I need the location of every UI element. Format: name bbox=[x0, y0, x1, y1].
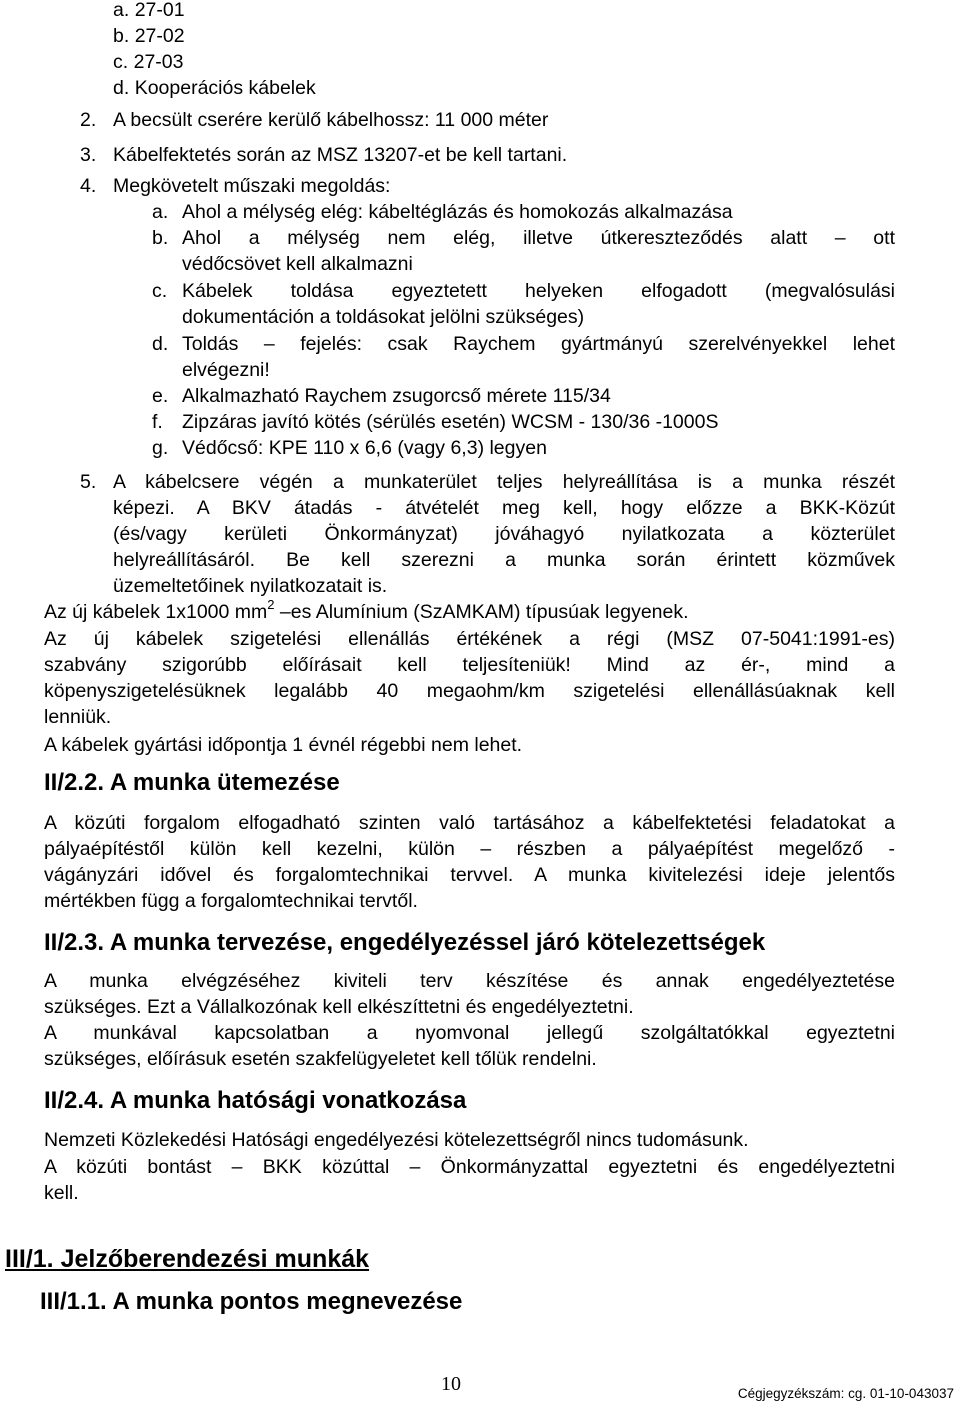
list-item-5-marker: 5. bbox=[80, 471, 97, 493]
section-2-2-paragraph: A közúti forgalom elfogadható szinten való tartásához a kábelfektetési feladatokat a pályaépítéstől külön kell kezelni, külön – részben a pályaépítést megelőző - vágányzári idővel és forgalomtechnikai tervvel. A munka kivitelezési ideje jelentős mértékben függ a forgalomtechnikai tervtől. bbox=[44, 812, 895, 912]
list-item-4: 4. Megkövetelt műszaki megoldás: bbox=[80, 175, 391, 197]
list-item: a. 27-01 bbox=[113, 0, 185, 21]
section-2-4-paragraph-1: Nemzeti Közlekedési Hatósági engedélyezési kötelezettségről nincs tudomásunk. bbox=[44, 1129, 749, 1151]
list-item: b. 27-02 bbox=[113, 25, 185, 47]
section-heading-2-4: II/2.4. A munka hatósági vonatkozása bbox=[44, 1087, 467, 1114]
list-item: c. 27-03 bbox=[113, 51, 184, 73]
company-registration-number: Cégjegyzékszám: cg. 01-10-043037 bbox=[737, 1386, 954, 1401]
section-heading-2-2: II/2.2. A munka ütemezése bbox=[44, 769, 340, 796]
list-item: d. Kooperációs kábelek bbox=[113, 77, 316, 99]
insulation-paragraph: Az új kábelek szigetelési ellenállás értékének a régi (MSZ 07-5041:1991-es) szabvány szigorúbb előírásait kell teljesíteniük! Mind az ér-, mind a köpenyszigetelésüknek legalább 40 megaohm/km szigetelési ellenállásúaknak kell lenniük. bbox=[44, 628, 895, 728]
section-2-4-paragraph-2: A közúti bontást – BKK közúttal – Önkormányzattal egyeztetni és engedélyeztetni kell. bbox=[44, 1156, 895, 1204]
sub-item-c: Kábelek toldása egyeztetett helyeken elfogadott (megvalósulási dokumentáción a toldásokat jelölni szükséges) bbox=[182, 280, 895, 328]
cable-type-paragraph: Az új kábelek 1x1000 $mm^2$ –es Alumínium (SzAMKAM) típusúak legyenek. bbox=[44, 597, 689, 623]
list-item-3: 3. Kábelfektetés során az MSZ 13207-et be kell tartani. bbox=[80, 144, 568, 166]
manufacture-date-paragraph: A kábelek gyártási időpontja 1 évnél régebbi nem lehet. bbox=[44, 734, 523, 756]
section-heading-3-1: III/1. Jelzőberendezési munkák bbox=[5, 1245, 370, 1273]
list-item-2: 2. A becsült cserére kerülő kábelhossz: 11 000 méter bbox=[80, 109, 549, 131]
sub-item-f: f. Zipzáras javító kötés (sérülés esetén) WCSM - 130/36 -1000S bbox=[152, 411, 719, 433]
sub-item-b: Ahol a mélység nem elég, illetve útkereszteződés alatt – ott védőcsövet kell alkalmazni bbox=[182, 227, 895, 275]
sub-item-b-marker: b. bbox=[152, 227, 169, 249]
section-heading-3-1-1: III/1.1. A munka pontos megnevezése bbox=[40, 1288, 463, 1315]
sub-item-c-marker: c. bbox=[152, 280, 168, 302]
list-item-5: A kábelcsere végén a munkaterület teljes helyreállítása is a munka részét képezi. A BKV átadás - átvételét meg kell, hogy előzze a BKK-Közút (és/vagy kerületi Önkormányzat) jóváhagyó nyilatkozata a közterület helyreállításáról. Be kell szerezni a munka során érintett közművek üzemeltetőinek nyilatkozatait is. bbox=[113, 471, 895, 597]
section-2-3-paragraph-2: A munkával kapcsolatban a nyomvonal jellegű szolgáltatókkal egyeztetni szükséges, előírásuk esetén szakfelügyeletet kell tőlük rendelni. bbox=[44, 1022, 895, 1070]
sub-item-d: Toldás – fejelés: csak Raychem gyártmányú szerelvényekkel lehet elvégezni! bbox=[182, 333, 895, 381]
sub-item-e: e. Alkalmazható Raychem zsugorcső mérete 115/34 bbox=[152, 385, 611, 407]
sub-item-d-marker: d. bbox=[152, 333, 169, 355]
section-heading-2-3: II/2.3. A munka tervezése, engedélyezéssel járó kötelezettségek bbox=[44, 929, 766, 956]
section-2-3-paragraph-1: A munka elvégzéséhez kiviteli terv készítése és annak engedélyeztetése szükséges. Ezt a Vállalkozónak kell elkészíttetni és engedélyeztetni. bbox=[44, 970, 895, 1018]
sub-item-g: g. Védőcső: KPE 110 x 6,6 (vagy 6,3) legyen bbox=[152, 437, 547, 459]
page-number: 10 bbox=[441, 1373, 461, 1395]
sub-item-a: a. Ahol a mélység elég: kábeltéglázás és homokozás alkalmazása bbox=[152, 201, 733, 223]
